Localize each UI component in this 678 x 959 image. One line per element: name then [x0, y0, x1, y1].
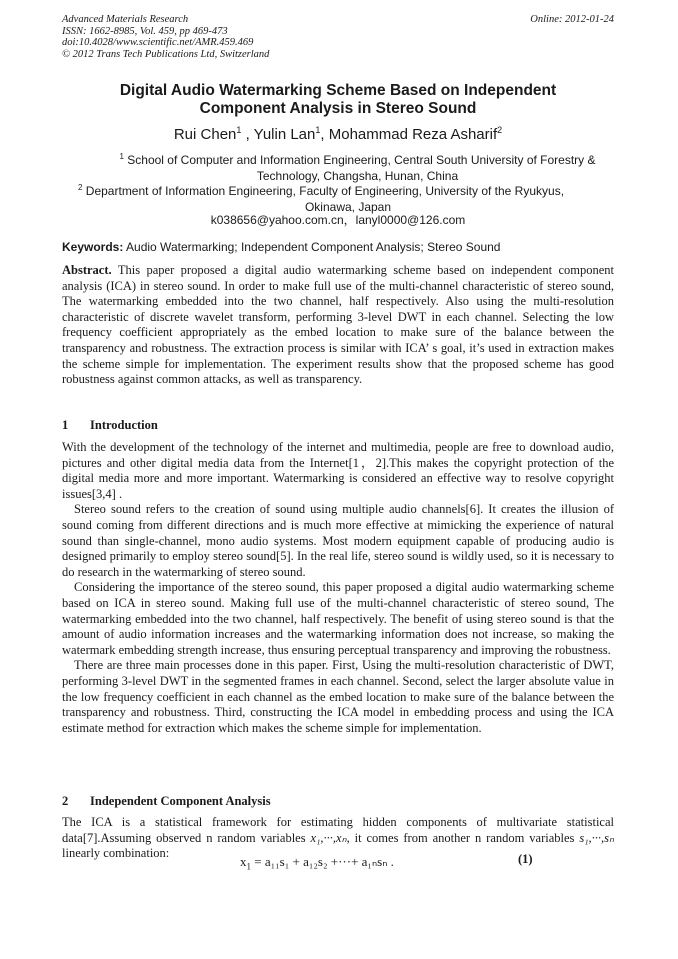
- paragraph: Stereo sound refers to the creation of sound using multiple audio channels[6]. It creates the illusion of sound coming from different directions and is much more effective at mimicking the experience of natural sound than single-channel, mono audio systems. Most modern equipment capable of producing audio is designed primarily to employ stereo sound[5]. In the real life, stereo sound is wildly used, so it is necessary to do research in the watermarking of stereo sound.: [62, 502, 614, 579]
- paragraph: With the development of the technology of the internet and multimedia, people are free to download audio, pictures and other digital media data from the Internet[1，2].This makes the copyright protection of the digital media more and more important. Watermarking is considered an effective way to resolve copyright issues[3,4] .: [62, 440, 614, 501]
- variables-s: s₁,···,sₙ: [579, 830, 615, 845]
- author-affil-mark: 2: [497, 125, 503, 135]
- introduction-body: [62, 440, 614, 736]
- keywords-label: Keywords:: [62, 240, 124, 254]
- paper-title: [62, 82, 614, 118]
- journal-copyright: © 2012 Trans Tech Publications Ltd, Switzerland: [62, 48, 270, 60]
- equation-number: (1): [518, 852, 533, 866]
- equation-1: [240, 854, 394, 872]
- affiliation-mark: 1: [119, 152, 124, 161]
- author-emails: k038656@yahoo.com.cn，lanyl0000@126.com: [210, 213, 466, 227]
- journal-doi: doi:10.4028/www.scientific.net/AMR.459.469: [62, 37, 254, 48]
- equation-lhs-sub: 1: [246, 861, 251, 872]
- keywords-text: Audio Watermarking; Independent Component Analysis; Stereo Sound: [126, 240, 501, 254]
- affiliation-text: Okinawa, Japan: [304, 199, 392, 214]
- author-affil-mark: 1: [236, 125, 242, 135]
- paragraph: Considering the importance of the stereo sound, this paper proposed a digital audio watermarking scheme based on ICA in stereo sound. Making full use of the multi-channel characteristic of stereo sound, The watermarking embedded into the two channel, half respectively. The benefit of using stereo sound is that the amount of audio information increases and the watermarking information does not increase, so making the watermark embedding strength increase, thus ensuring perceptual transparency and improving the robustness.: [62, 580, 614, 657]
- affiliation-1: [95, 149, 620, 184]
- keywords: [62, 240, 614, 254]
- author-name: Rui Chen: [173, 126, 237, 143]
- online-date: Online: 2012-01-24: [530, 14, 614, 25]
- author-list: Rui Chen$^1$ , Yulin Lan$^1$, Mohammad Reza Asharif$^2$: [173, 125, 503, 143]
- author-affil-mark: 1: [315, 125, 321, 135]
- section-number: 1: [62, 418, 69, 432]
- variables-x: x₁,···,xₙ: [310, 830, 347, 845]
- journal-name: Advanced Materials Research: [62, 14, 189, 25]
- title-line-2: Component Analysis in Stereo Sound: [199, 100, 477, 117]
- equation-rhs: = a₁₁s₁ + a₁₂s₂ +···+ a₁ₙsₙ .: [254, 854, 394, 869]
- ica-text: , it comes from another n random variables: [346, 830, 575, 845]
- section-title: Introduction: [90, 418, 158, 432]
- journal-meta: [62, 14, 269, 60]
- abstract-label: Abstract.: [62, 263, 112, 277]
- section-title: Independent Component Analysis: [90, 794, 271, 808]
- paragraph: There are three main processes done in this paper. First, Using the multi-resolution characteristic of DWT, performing 3-level DWT in the segmented frames in each channel. Second, select the larger absolute value in the low frequency coefficient in each channel as the embed location to make sure of the balance between the transparency and robustness. Third, constructing the ICA model in embedding process and using the ICA estimate method for extraction which makes the scheme simple for implementation.: [62, 658, 614, 735]
- section-heading: [62, 794, 271, 809]
- author-name: Mohammad Reza Asharif: [328, 126, 498, 143]
- affiliation-text: Department of Information Engineering, Faculty of Engineering, University of the Ryukyus,: [85, 184, 565, 198]
- affiliation-text: Technology, Changsha, Hunan, China: [256, 168, 459, 183]
- journal-issn: ISSN: 1662-8985, Vol. 459, pp 469-473: [62, 25, 228, 37]
- abstract: [62, 263, 614, 388]
- ica-text: The ICA is a statistical framework for estimating hidden components of multivariate statistical data[7].Assuming observed n random variables: [62, 815, 614, 845]
- ica-text: linearly combination:: [62, 846, 170, 861]
- author-name: Yulin Lan: [253, 126, 316, 143]
- equation-lhs: x: [240, 854, 247, 869]
- section-number: 2: [62, 794, 69, 808]
- affiliation-mark: 2: [78, 183, 83, 192]
- affiliation-text: School of Computer and Information Engineering, Central South University of Forestry &: [127, 153, 596, 167]
- title-line-1: Digital Audio Watermarking Scheme Based on Independent: [119, 82, 557, 99]
- abstract-text: This paper proposed a digital audio watermarking scheme based on independent component analysis (ICA) in stereo sound. In order to make full use of the multi-channel characteristic of stereo sound, The watermarking embedded into the two channel, half respectively. Also using the multi-resolution characteristic of discrete wavelet transform, performing 3-level DWT in each channel. Selecting the low frequency coefficient appropriately as the embed location to make sure of the balance between the transparency and robustness. The extraction process is similar with ICA’ s goal, it’s used in extraction makes the scheme simple for implementation. The experiment results show that the proposed scheme has good robustness against common attacks, as well as transparency.: [62, 263, 614, 387]
- affiliation-2: [78, 180, 618, 215]
- section-heading: [62, 418, 158, 433]
